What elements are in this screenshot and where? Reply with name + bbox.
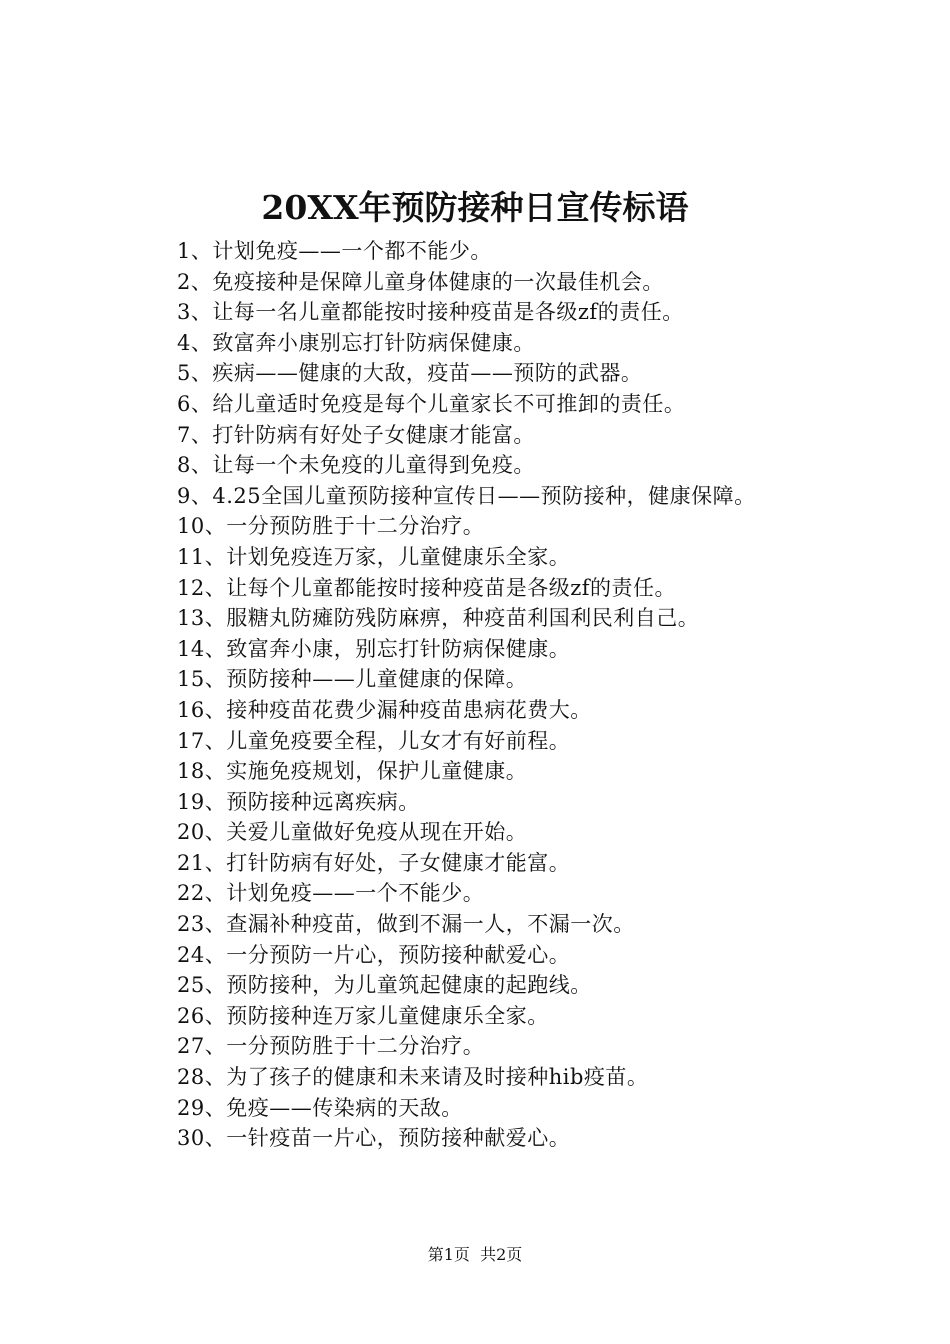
slogan-item: 1、计划免疫——一个都不能少。 [177, 239, 492, 263]
page-footer [0, 1243, 950, 1267]
slogan-item: 4、致富奔小康别忘打针防病保健康。 [177, 330, 535, 355]
slogan-item: 6、给儿童适时免疫是每个儿童家长不可推卸的责任。 [177, 391, 686, 416]
slogan-item: 10、一分预防胜于十二分治疗。 [177, 514, 485, 539]
slogan-item: 23、查漏补种疫苗，做到不漏一人，不漏一次。 [177, 912, 635, 937]
slogan-item: 18、实施免疫规划，保护儿童健康。 [177, 759, 528, 784]
slogan-item: 27、一分预防胜于十二分治疗。 [177, 1034, 485, 1059]
slogan-item: 11、计划免疫连万家，儿童健康乐全家。 [177, 544, 571, 569]
slogan-list [130, 236, 835, 1154]
slogan-item: 7、打针防病有好处子女健康才能富。 [177, 422, 535, 447]
document-title: 20XX年预防接种日宣传标语 [261, 188, 689, 227]
slogan-item: 24、一分预防一片心，预防接种献爱心。 [177, 942, 571, 967]
slogan-item: 16、接种疫苗花费少漏种疫苗患病花费大。 [177, 697, 592, 722]
slogan-item: 20、关爱儿童做好免疫从现在开始。 [177, 820, 528, 845]
slogan-item: 8、让每一个未免疫的儿童得到免疫。 [177, 453, 535, 478]
slogan-item: 26、预防接种连万家儿童健康乐全家。 [177, 1003, 549, 1028]
slogan-item: 25、预防接种，为儿童筑起健康的起跑线。 [177, 973, 592, 998]
slogan-item: 29、免疫——传染病的天敌。 [177, 1095, 463, 1120]
slogan-item: 3、让每一名儿童都能按时接种疫苗是各级zf的责任。 [177, 300, 684, 325]
slogan-item: 21、打针防病有好处，子女健康才能富。 [177, 850, 571, 875]
slogan-item: 5、疾病——健康的大敌，疫苗——预防的武器。 [177, 361, 643, 386]
slogan-item: 2、免疫接种是保障儿童身体健康的一次最佳机会。 [177, 269, 664, 294]
slogan-item: 15、预防接种——儿童健康的保障。 [177, 667, 528, 692]
slogan-item: 9、4.25全国儿童预防接种宣传日——预防接种，健康保障。 [177, 483, 756, 508]
slogan-item: 19、预防接种远离疾病。 [177, 789, 420, 814]
slogan-item: 14、致富奔小康，别忘打针防病保健康。 [177, 636, 571, 661]
slogan-item: 17、儿童免疫要全程，儿女才有好前程。 [177, 728, 571, 753]
slogan-item: 22、计划免疫——一个不能少。 [177, 881, 485, 906]
slogan-item: 12、让每个儿童都能按时接种疫苗是各级zf的责任。 [177, 575, 677, 600]
page-number: 第1页 共2页 [427, 1245, 523, 1264]
slogan-item: 30、一针疫苗一片心，预防接种献爱心。 [177, 1126, 571, 1151]
slogan-item: 28、为了孩子的健康和未来请及时接种hib疫苗。 [177, 1065, 649, 1090]
slogan-item: 13、服糖丸防瘫防残防麻痹，种疫苗利国利民利自己。 [177, 606, 700, 631]
